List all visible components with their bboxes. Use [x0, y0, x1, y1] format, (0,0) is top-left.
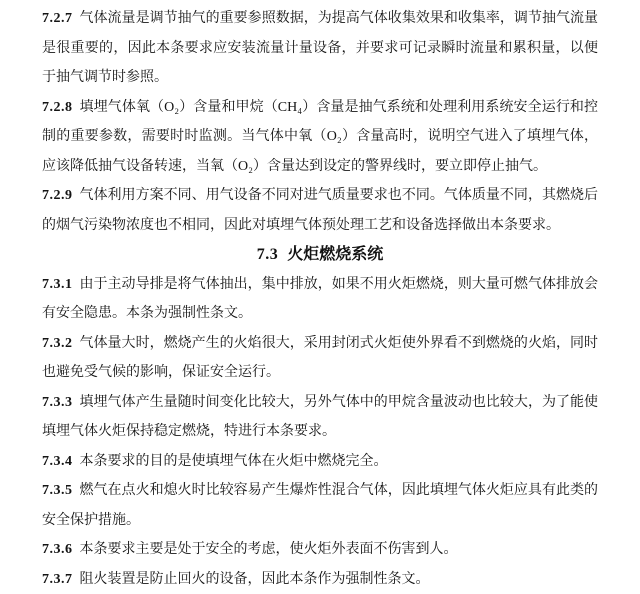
- clause-text: 本条要求主要是处于安全的考虑，使火炬外表面不伤害到人。: [79, 542, 458, 557]
- clause-number: 7.3.1: [42, 276, 73, 292]
- clause-number: 7.2.9: [42, 188, 73, 203]
- clause-text: 气体流量是调节抽气的重要参照数据，为提高气体收集效果和收集率，调节抽气流量是很重要的，因此本条要求应安装流量计量设备，并要求可记录瞬时流量和累积量，以便于抽气调节时参照。: [42, 11, 598, 85]
- clause-number: 7.2.7: [42, 11, 73, 26]
- clause-7-3-2: [42, 329, 598, 388]
- clause-7-2-7: [42, 4, 598, 93]
- clause-7-3-7: [42, 565, 598, 594]
- clause-text: 燃气在点火和熄火时比较容易产生爆炸性混合气体，因此填埋气体火炬应具有此类的安全保护措施。: [42, 483, 598, 528]
- clause-number: 7.3.3: [42, 394, 73, 410]
- clause-number: 7.3.5: [42, 483, 73, 498]
- clause-number: 7.3.7: [42, 571, 73, 587]
- clause-text: 气体利用方案不同、用气设备不同对进气质量要求也不同。气体质量不同，其燃烧后的烟气污染物浓度也不相同，因此对填埋气体预处理工艺和设备选择做出本条要求。: [42, 188, 598, 233]
- clause-text: 填埋气体产生量随时间变化比较大，另外气体中的甲烷含量波动也比较大，为了能使填埋气体火炬保持稳定燃烧，特进行本条要求。: [42, 394, 598, 439]
- clause-text: 由于主动导排是将气体抽出，集中排放，如果不用火炬燃烧，则大量可燃气体排放会有安全隐患。本条为强制性条文。: [42, 276, 598, 321]
- clause-number: 7.2.8: [42, 99, 73, 115]
- clause-7-3-5: [42, 476, 598, 535]
- clause-7-3-4: [42, 447, 598, 477]
- clause-text: 气体量大时，燃烧产生的火焰很大，采用封闭式火炬使外界看不到燃烧的火焰，同时也避免受气候的影响，保证安全运行。: [42, 335, 598, 380]
- section-heading-number: 7.3: [256, 246, 279, 263]
- clause-7-2-9: [42, 181, 598, 240]
- clause-text: 本条要求的目的是使填埋气体在火炬中燃烧完全。: [79, 453, 388, 469]
- clause-7-3-3: [42, 388, 598, 447]
- clause-text: 填埋气体氧（O₂）含量和甲烷（CH₄）含量是抽气系统和处理利用系统安全运行和控制的重要参数，需要时时监测。当气体中氧（O₂）含量高时，说明空气进入了填埋气体，应该降低抽气设备转速，当氧（O₂）含量达到设定的警界线时，要立即停止抽气。: [42, 99, 598, 174]
- clause-7-3-1: [42, 270, 598, 329]
- clause-text: 阻火装置是防止回火的设备，因此本条作为强制性条文。: [79, 571, 430, 587]
- clause-number: 7.3.6: [42, 542, 73, 557]
- section-heading: [42, 240, 598, 270]
- clause-number: 7.3.4: [42, 453, 73, 469]
- clause-7-3-6: [42, 535, 598, 565]
- clause-number: 7.3.2: [42, 335, 73, 351]
- section-heading-title: 火炬燃烧系统: [287, 246, 384, 263]
- clause-7-2-8: [42, 93, 598, 182]
